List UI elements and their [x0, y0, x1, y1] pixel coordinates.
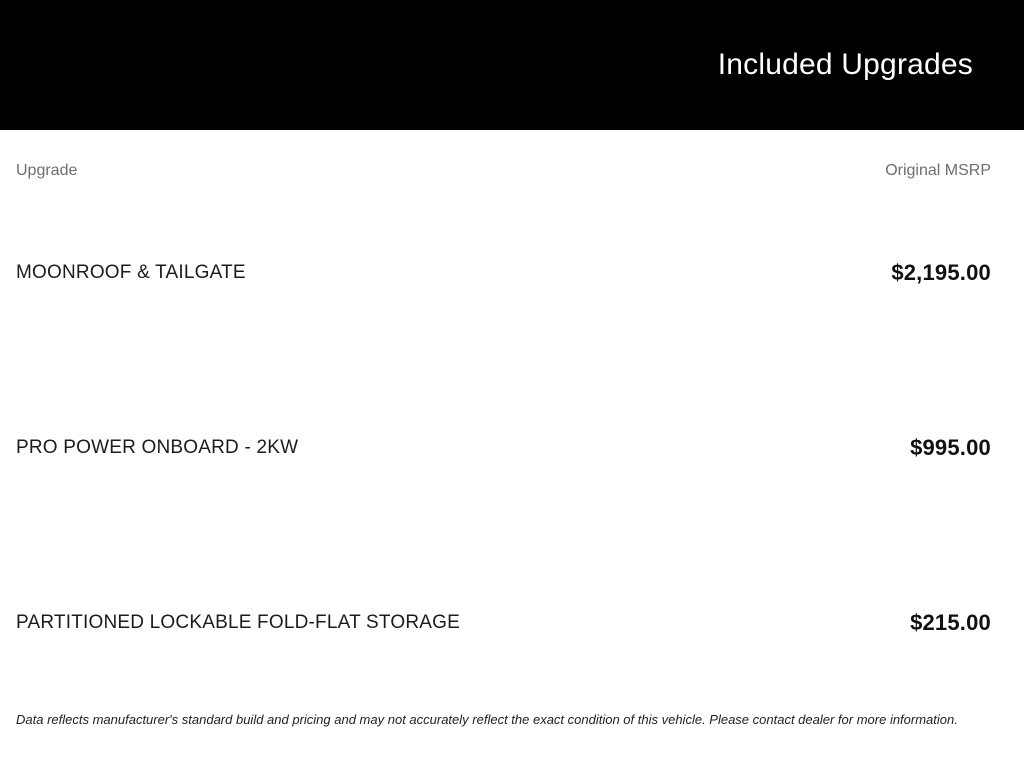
header-banner — [0, 0, 1024, 130]
table-row — [16, 185, 991, 360]
upgrade-name: PARTITIONED LOCKABLE FOLD-FLAT STORAGE — [16, 611, 460, 633]
upgrade-msrp: $215.00 — [910, 609, 991, 635]
upgrade-msrp: $995.00 — [910, 434, 991, 460]
upgrade-msrp: $2,195.00 — [891, 259, 991, 285]
upgrades-table — [0, 162, 1024, 727]
page-title: Included Upgrades — [717, 48, 973, 81]
table-rows — [16, 185, 991, 710]
upgrade-name: MOONROOF & TAILGATE — [16, 261, 246, 283]
column-header-original-msrp: Original MSRP — [885, 162, 991, 179]
table-column-headers — [16, 162, 991, 180]
upgrade-name: PRO POWER ONBOARD - 2KW — [16, 436, 299, 458]
table-row — [16, 535, 991, 710]
table-row — [16, 360, 991, 535]
column-header-upgrade: Upgrade — [16, 162, 78, 179]
disclaimer-text: Data reflects manufacturer's standard build and pricing and may not accurately reflect the exact condition of this vehicle. Please contact dealer for more information. — [16, 712, 958, 727]
